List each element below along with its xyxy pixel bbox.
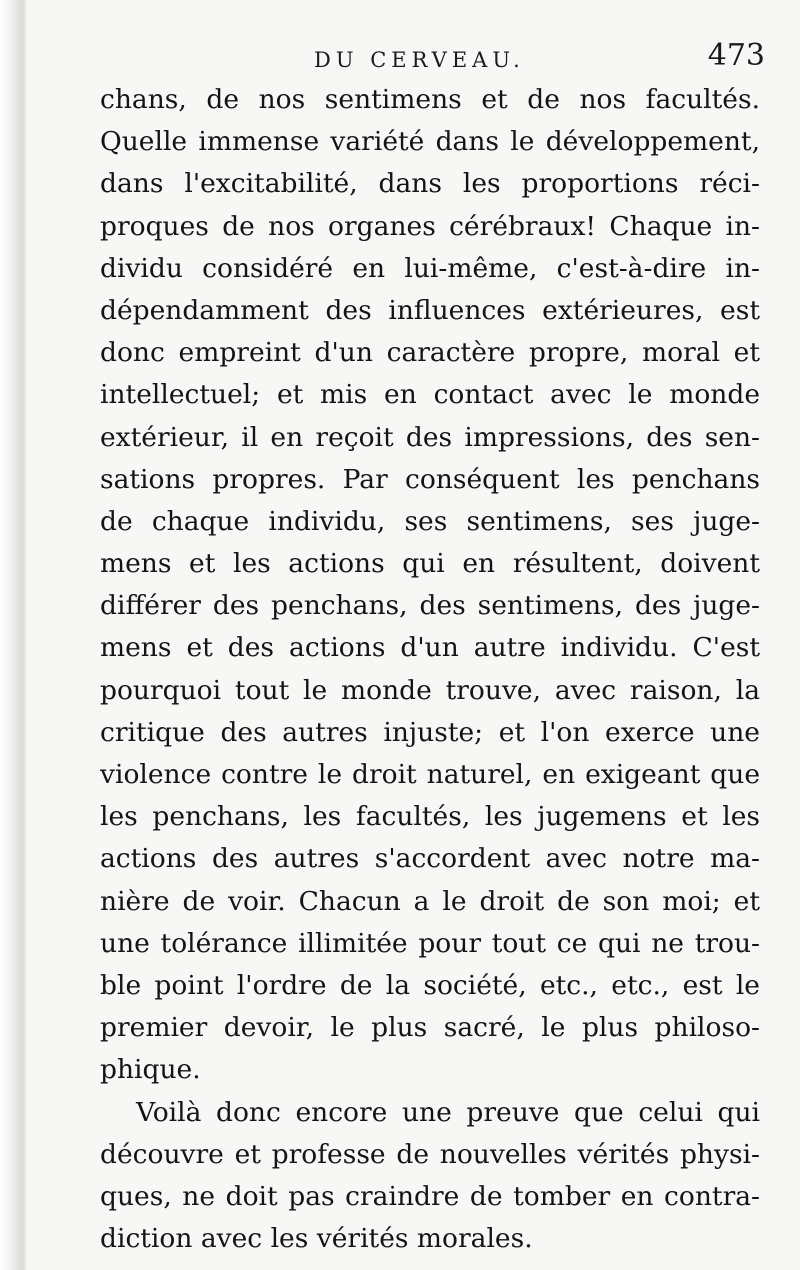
text-line: Quelle immense variété dans le développement, [100, 126, 760, 158]
text-line: Voilà donc encore une preuve que celui qui [136, 1096, 760, 1128]
text-line: mens et les actions qui en résultent, doivent [100, 548, 760, 580]
page-gutter [0, 0, 26, 1270]
text-line: mens et des actions d'un autre individu. C'est [100, 632, 760, 664]
text-line: de chaque individu, ses sentimens, ses juge- [100, 505, 760, 537]
text-line: critique des autres injuste; et l'on exerce une [100, 716, 760, 748]
text-line: ques, ne doit pas craindre de tomber en contra- [100, 1180, 760, 1212]
text-line: dans l'excitabilité, dans les proportions réci- [100, 168, 760, 200]
text-line: diction avec les vérités morales. [100, 1223, 533, 1255]
text-line: nière de voir. Chacun a le droit de son moi; et [100, 885, 760, 917]
text-line: proques de nos organes cérébraux! Chaque in- [100, 210, 760, 242]
text-line: actions des autres s'accordent avec notre ma- [100, 843, 760, 875]
text-line: chans, de nos sentimens et de nos facultés. [100, 84, 760, 115]
text-line: phique. [100, 1054, 201, 1086]
text-line: une tolérance illimitée pour tout ce qui ne trou- [100, 927, 760, 959]
text-line: différer des penchans, des sentimens, des juge- [100, 590, 760, 622]
body-text [100, 79, 760, 1260]
text-line: dépendamment des influences extérieures, est [100, 294, 760, 326]
text-line: dividu considéré en lui-même, c'est-à-dire in- [100, 252, 760, 284]
text-line: ble point l'ordre de la société, etc., etc., est le [100, 969, 760, 1001]
text-line: donc empreint d'un caractère propre, moral et [100, 337, 760, 369]
text-line: extérieur, il en reçoit des impressions, des sen- [100, 421, 760, 453]
running-title: DU CERVEAU. [314, 48, 525, 72]
text-line: violence contre le droit naturel, en exigeant que [100, 759, 760, 790]
text-line: pourquoi tout le monde trouve, avec raison, la [100, 674, 760, 706]
text-line: intellectuel; et mis en contact avec le monde [100, 379, 760, 411]
page-number: 473 [707, 38, 765, 73]
text-line: premier devoir, le plus sacré, le plus philoso- [100, 1012, 760, 1044]
paragraph-2 [100, 1092, 760, 1261]
page-header [100, 36, 765, 80]
text-line: sations propres. Par conséquent les penchans [100, 463, 760, 495]
text-line: les penchans, les facultés, les jugemens et les [100, 801, 760, 833]
text-line: découvre et professe de nouvelles vérités physi- [100, 1138, 760, 1170]
paragraph-1 [100, 79, 760, 1092]
